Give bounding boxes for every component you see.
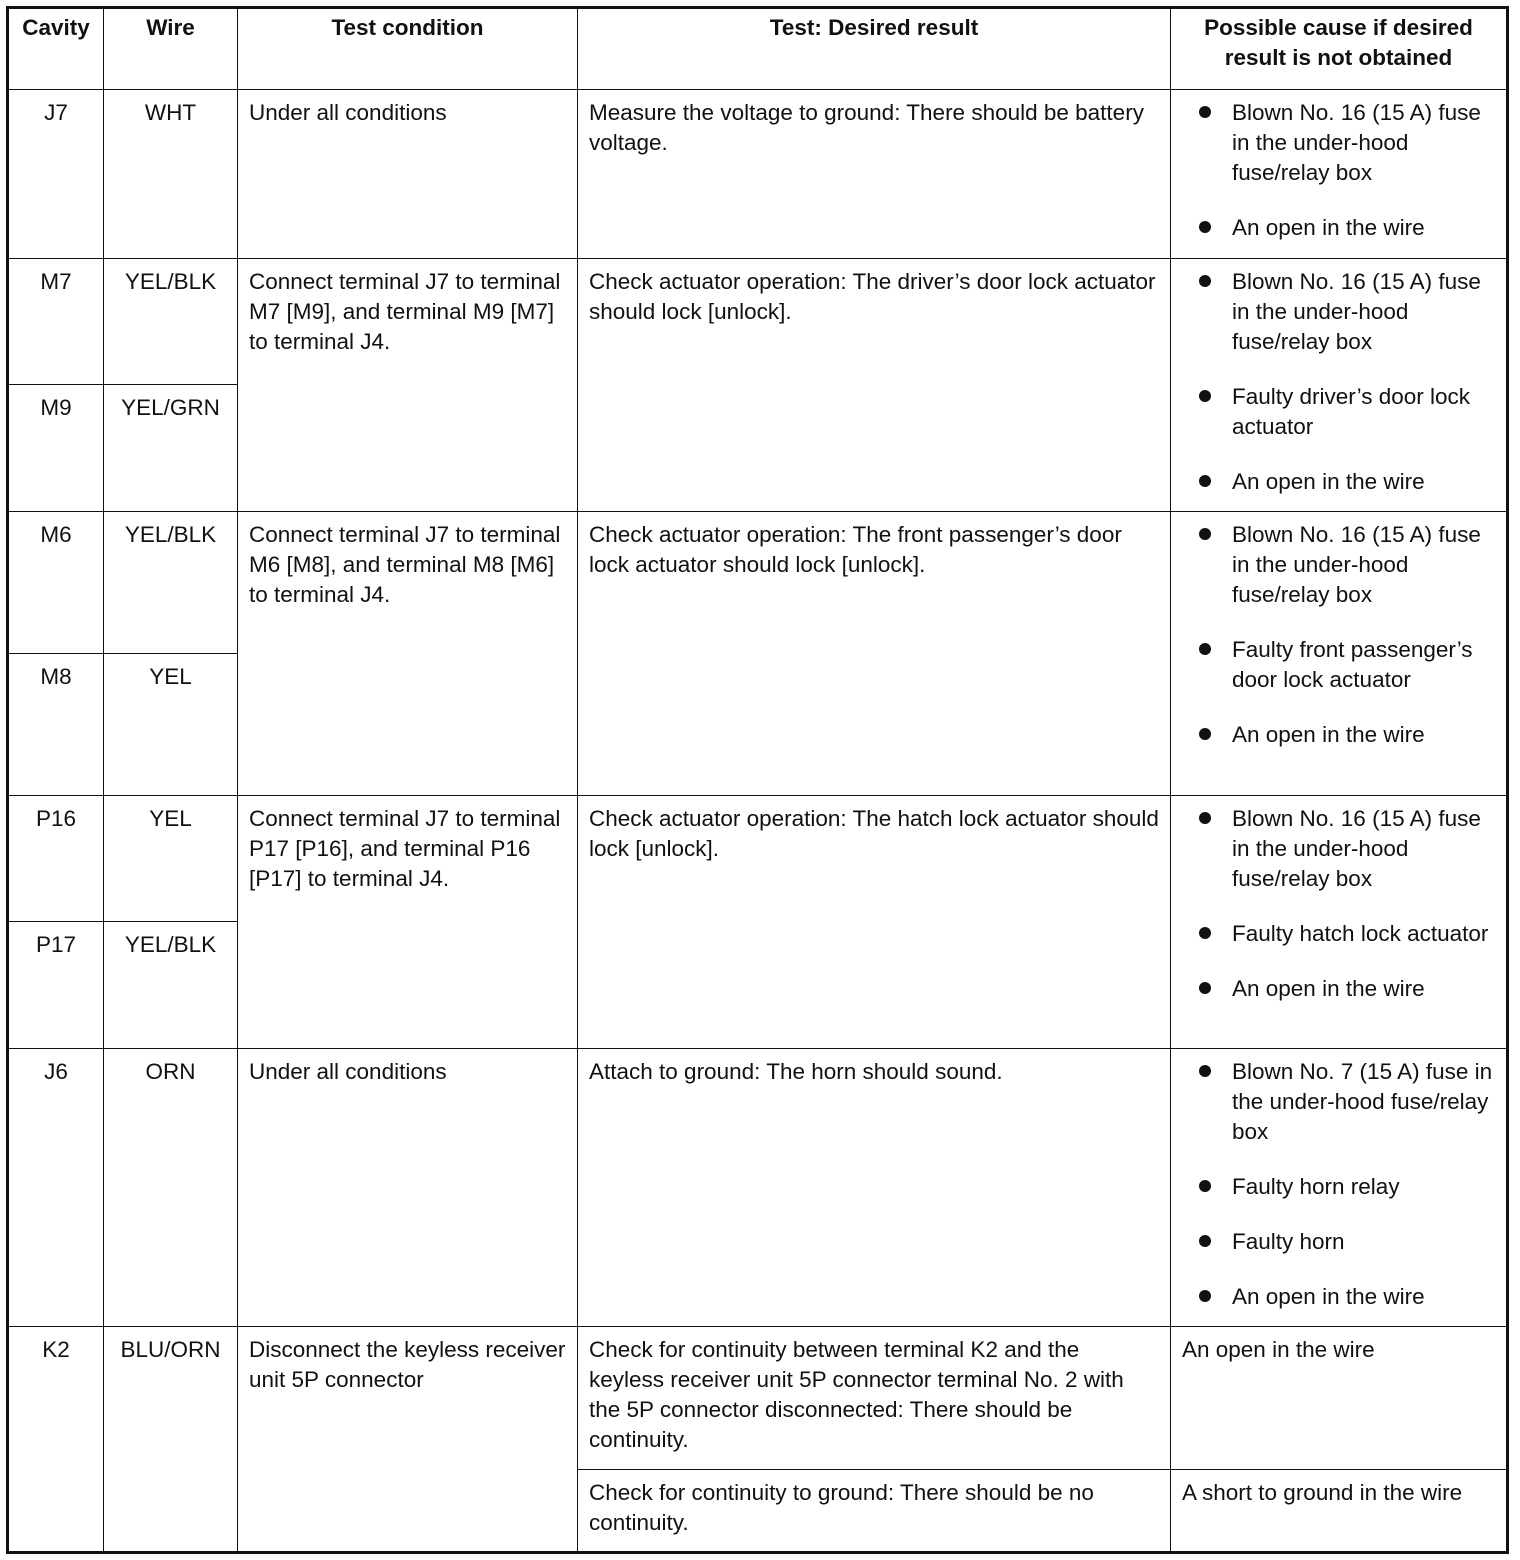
- cause-item: An open in the wire: [1182, 213, 1495, 243]
- header-possible-cause: Possible cause if desired result is not obtained: [1171, 8, 1508, 90]
- cavity-cell: M6: [8, 512, 104, 654]
- bullet-icon: [1199, 728, 1211, 740]
- condition-cell: Under all conditions: [238, 90, 578, 259]
- bullet-icon: [1199, 475, 1211, 487]
- result-cell: Check for continuity to ground: There should be no continuity.: [578, 1470, 1171, 1553]
- bullet-icon: [1199, 106, 1211, 118]
- cause-item: Faulty front passenger’s door lock actuator: [1182, 635, 1495, 695]
- bullet-icon: [1199, 982, 1211, 994]
- header-cavity: Cavity: [8, 8, 104, 90]
- cause-list: [1182, 267, 1495, 497]
- cause-cell: A short to ground in the wire: [1171, 1470, 1508, 1553]
- result-cell: Check for continuity between terminal K2 and the keyless receiver unit 5P connector terminal No. 2 with the 5P connector disconnected: There should be continuity.: [578, 1327, 1171, 1470]
- wire-cell: YEL: [104, 796, 238, 922]
- header-wire: Wire: [104, 8, 238, 90]
- table-row: [8, 1049, 1508, 1327]
- bullet-icon: [1199, 1065, 1211, 1077]
- cause-list: [1182, 520, 1495, 750]
- bullet-icon: [1199, 390, 1211, 402]
- wire-cell: YEL/BLK: [104, 922, 238, 1049]
- cause-cell: [1171, 259, 1508, 512]
- cause-list: [1182, 1057, 1495, 1312]
- bullet-icon: [1199, 1235, 1211, 1247]
- wire-cell: YEL: [104, 654, 238, 796]
- result-cell: Check actuator operation: The driver’s door lock actuator should lock [unlock].: [578, 259, 1171, 512]
- bullet-icon: [1199, 528, 1211, 540]
- wire-cell: WHT: [104, 90, 238, 259]
- wire-cell: BLU/ORN: [104, 1327, 238, 1553]
- cause-item: An open in the wire: [1182, 974, 1495, 1004]
- cavity-cell: M7: [8, 259, 104, 385]
- table-row: [8, 90, 1508, 259]
- result-cell: Attach to ground: The horn should sound.: [578, 1049, 1171, 1327]
- result-cell: Check actuator operation: The front passenger’s door lock actuator should lock [unlock].: [578, 512, 1171, 796]
- table-row: [8, 1327, 1508, 1470]
- cause-item: Faulty driver’s door lock actuator: [1182, 382, 1495, 442]
- wire-cell: YEL/BLK: [104, 512, 238, 654]
- bullet-icon: [1199, 812, 1211, 824]
- bullet-icon: [1199, 275, 1211, 287]
- cause-item: Blown No. 16 (15 A) fuse in the under-hood fuse/relay box: [1182, 804, 1495, 894]
- condition-cell: Connect terminal J7 to terminal M7 [M9], and terminal M9 [M7] to terminal J4.: [238, 259, 578, 512]
- wire-cell: YEL/BLK: [104, 259, 238, 385]
- cause-item: An open in the wire: [1182, 467, 1495, 497]
- cause-item: An open in the wire: [1182, 1282, 1495, 1312]
- cause-cell: [1171, 1049, 1508, 1327]
- cause-item: Blown No. 16 (15 A) fuse in the under-hood fuse/relay box: [1182, 98, 1495, 188]
- condition-cell: Connect terminal J7 to terminal P17 [P16], and terminal P16 [P17] to terminal J4.: [238, 796, 578, 1049]
- cause-item: Faulty horn relay: [1182, 1172, 1495, 1202]
- wire-cell: YEL/GRN: [104, 385, 238, 512]
- table-row: [8, 512, 1508, 654]
- header-row: [8, 8, 1508, 90]
- condition-cell: Connect terminal J7 to terminal M6 [M8], and terminal M8 [M6] to terminal J4.: [238, 512, 578, 796]
- header-test-condition: Test condition: [238, 8, 578, 90]
- result-cell: Measure the voltage to ground: There should be battery voltage.: [578, 90, 1171, 259]
- cause-cell: [1171, 796, 1508, 1049]
- bullet-icon: [1199, 221, 1211, 233]
- cause-item: Blown No. 16 (15 A) fuse in the under-hood fuse/relay box: [1182, 520, 1495, 610]
- cause-item: Blown No. 16 (15 A) fuse in the under-hood fuse/relay box: [1182, 267, 1495, 357]
- result-cell: Check actuator operation: The hatch lock actuator should lock [unlock].: [578, 796, 1171, 1049]
- cause-item: Blown No. 7 (15 A) fuse in the under-hood fuse/relay box: [1182, 1057, 1495, 1147]
- cause-item: Faulty horn: [1182, 1227, 1495, 1257]
- table-row: [8, 259, 1508, 385]
- wire-cell: ORN: [104, 1049, 238, 1327]
- cause-cell: An open in the wire: [1171, 1327, 1508, 1470]
- cavity-cell: P16: [8, 796, 104, 922]
- bullet-icon: [1199, 1180, 1211, 1192]
- cavity-cell: K2: [8, 1327, 104, 1553]
- bullet-icon: [1199, 643, 1211, 655]
- cause-cell: [1171, 512, 1508, 796]
- cavity-cell: P17: [8, 922, 104, 1049]
- table-row: [8, 796, 1508, 922]
- condition-cell: Disconnect the keyless receiver unit 5P connector: [238, 1327, 578, 1553]
- cause-item: An open in the wire: [1182, 720, 1495, 750]
- cause-item: Faulty hatch lock actuator: [1182, 919, 1495, 949]
- cavity-cell: J7: [8, 90, 104, 259]
- cause-list: [1182, 98, 1495, 243]
- bullet-icon: [1199, 1290, 1211, 1302]
- cause-cell: [1171, 90, 1508, 259]
- troubleshooting-table: [6, 6, 1509, 1554]
- cavity-cell: M8: [8, 654, 104, 796]
- condition-cell: Under all conditions: [238, 1049, 578, 1327]
- bullet-icon: [1199, 927, 1211, 939]
- cavity-cell: M9: [8, 385, 104, 512]
- cavity-cell: J6: [8, 1049, 104, 1327]
- header-desired-result: Test: Desired result: [578, 8, 1171, 90]
- cause-list: [1182, 804, 1495, 1004]
